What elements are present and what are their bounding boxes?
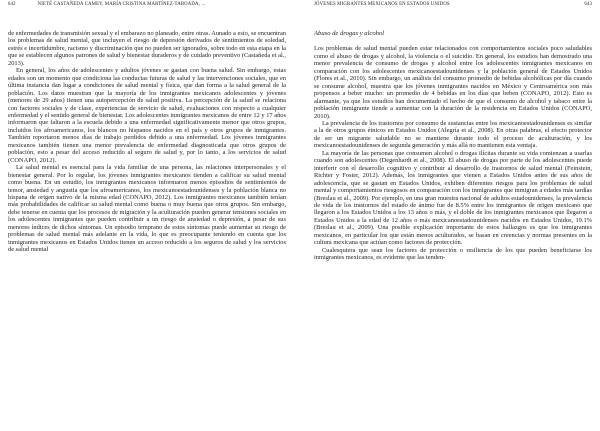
left-paragraph-3: La salud mental es esencial para la vida familiar de una persona, las relaciones interpersonales y el bienestar general. Por lo regular, los jóvenes inmigrantes mexicanos tienden a calificar su salud mental como buena. En un estudio, los inmigrantes mexicanos informaron menos episodios de sentimientos de temor, ansiedad y angustia que los afroamericanos, los mexicanoestadounidenses y la población blanca no hispana de origen nativo de la misma edad (CONAPO, 2012). Los inmigrantes mexicanos también tenían más probabilidades de calificar su salud mental como buena o muy buena que otros grupos. Sin embargo, debe tenerse en cuenta que los procesos de migración y la aculturación pueden generar tensiones sociales en los adolescentes inmigrantes que pueden contribuir a un riesgo de ansiedad o depresión, a pesar de sus menores índices de dichos síntomas. Un episodio temprano de estos síntomas puede aumentar su riesgo de problemas de salud mental más adelante en la vida, lo que es preocupante teniendo en cuenta que los inmigrantes mexicanos en Estados Unidos tienen un acceso reducido a los seguros de salud y los servicios de salud mental <box>8 164 286 254</box>
right-paragraph-4: Cualesquiera que sean los factores de protección o resiliencia de los que pueden beneficiarse los inmigrantes mexicanos, es evidente que las tenden- <box>314 246 592 262</box>
left-running-head: NIETÉ CASTAÑEDA CAMEY, MARÍA CRISTINA MARTÍNEZ-TABOADA, ... <box>37 2 206 7</box>
right-paragraph-2: La prevalencia de los trastornos por consumo de sustancias entre los mexicanoestadounidenses es similar a la de otros grupos étnicos en Estados Unidos (Alegría et al., 2008). En otras palabras, el efecto protector de ser un migrante saludable no se mantiene durante todo el proceso de aculturación, y los mexicanoestadounidenses de segunda generación y más allá no mantienen esta ventaja. <box>314 119 592 150</box>
left-page <box>8 0 286 431</box>
right-page-body <box>314 30 592 262</box>
right-paragraph-3: La mayoría de las personas que consumen alcohol o drogas ilícitas durante su vida comienzan a usarlas cuando son adolescentes (Degenhardt et al., 2008). El abuso de drogas por parte de los adolescentes puede interferir con el desarrollo cognitivo y contribuir al desarrollo de trastornos de salud mental (Feinstein, Richter y Foster, 2012). Además, los inmigrantes que vienen a Estados Unidos antes de sus años de adolescencia, que se gastan en Estados Unidos, exhiben diferentes riesgos para los problemas de salud mental y comportamientos riesgosos en comparación con los inmigrantes que inmigran a edades más tardías (Breslau et al., 2009). Por ejemplo, en una gran muestra nacional de adultos estadounidenses, la prevalencia de vida de los trastornos del estado de ánimo fue de 8.5% entre los inmigrantes de origen mexicano que llegaron a los Estados Unidos a los 13 años o más, y el doble de los inmigrantes mexicanos que llegaron a Estados Unidos a la edad de 12 años o más mexicanoestadounidenses nacidos en Estados Unidos, 19.1% (Breslau et al., 2009). Una posible explicación importante de estos hallazgos es que los inmigrantes mexicanos, en particular los que están menos aculturados, se basan en creencias y normas presentes en la cultura mexicana que actúan como factores de protección. <box>314 149 592 247</box>
left-paragraph-1: de enfermedades de transmisión sexual y el embarazo no planeado, entre otras. Aunado a esto, se encuentran los problemas de salud mental, que incluyen el riesgo de depresión derivados de sentimientos de soledad, estrés e incertidumbre, racismo y discriminación que no pueden ser ignorados, sobre todo en esta etapa en la que se establecen algunos patrones de salud y bienestar duraderos y de cuidado preventivo (Castañeda et al., 2013). <box>8 30 286 67</box>
right-page <box>314 0 592 431</box>
left-page-body <box>8 30 286 254</box>
right-page-header <box>314 2 592 13</box>
left-page-header <box>8 2 286 13</box>
right-page-number: 643 <box>584 2 592 7</box>
right-running-head: JÓVENES MIGRANTES MEXICANOS EN ESTADOS UNIDOS <box>314 2 450 7</box>
left-paragraph-2: En general, los años de adolescentes y adultos jóvenes se gastan con buena salud. Sin embargo, estas edades son un momento que condiciona las conductas futuras de salud y las intervenciones sociales, que en última instancia dan lugar a condiciones de salud mental y física, que dan forma a la salud general de la población. Los datos muestran que la mayoría de los inmigrantes mexicanos adolescentes y jóvenes (menores de 29 años) tienen una autopercepción de salud positiva. La percepción de la salud se relaciona con factores sociales y de clase, experiencias de servicio de salud, evaluaciones con respecto a cualquier enfermedad y el sentido general de bienestar. Los adolescentes inmigrantes mexicanos de entre 12 y 17 años informaron que faltaron a la escuela debido a una enfermedad significativamente menor que otros grupos, incluidos los afroamericanos, los blancos no hispanos nacidos en el país y otros grupos de inmigrantes. También reportaron menos días de trabajo perdidos debido a una enfermedad. Los jóvenes inmigrantes mexicanos también tienen una menor prevalencia de enfermedad diagnosticada que otros grupos de población, esto a pesar del acceso reducido al seguro de salud y, por lo tanto, a los servicios de salud (CONAPO, 2012). <box>8 67 286 164</box>
section-heading: Abuso de drogas y alcohol <box>314 30 385 37</box>
right-paragraph-1: Los problemas de salud mental pueden estar relacionados con comportamientos sociales poco saludables como el abuso de drogas y alcohol, la violencia o el suicidio. En general, los estudios han demostrado una menor prevalencia de consumo de drogas y alcohol entre los adolescentes inmigrantes mexicanos en comparación con los adolescentes mexicanoestadounidenses y la población general de Estados Unidos (Flores et al., 2010). Sin embargo, un análisis del consumo promedio de bebidas alcohólicas por día cuando se consume alcohol, muestra que los jóvenes inmigrantes nacidos en México y Centroamérica son más propensos a beber mucho: un promedio de 4 bebidas en los días que beben (CONAPO, 2012). Esto es alarmante, ya que los estudios han documentado el hecho de que el consumo de alcohol y tabaco entre la población inmigrante tiende a aumentar con la duración de la residencia en Estados Unidos (CONAPO, 2010). <box>314 45 592 120</box>
left-page-number: 642 <box>8 2 16 7</box>
